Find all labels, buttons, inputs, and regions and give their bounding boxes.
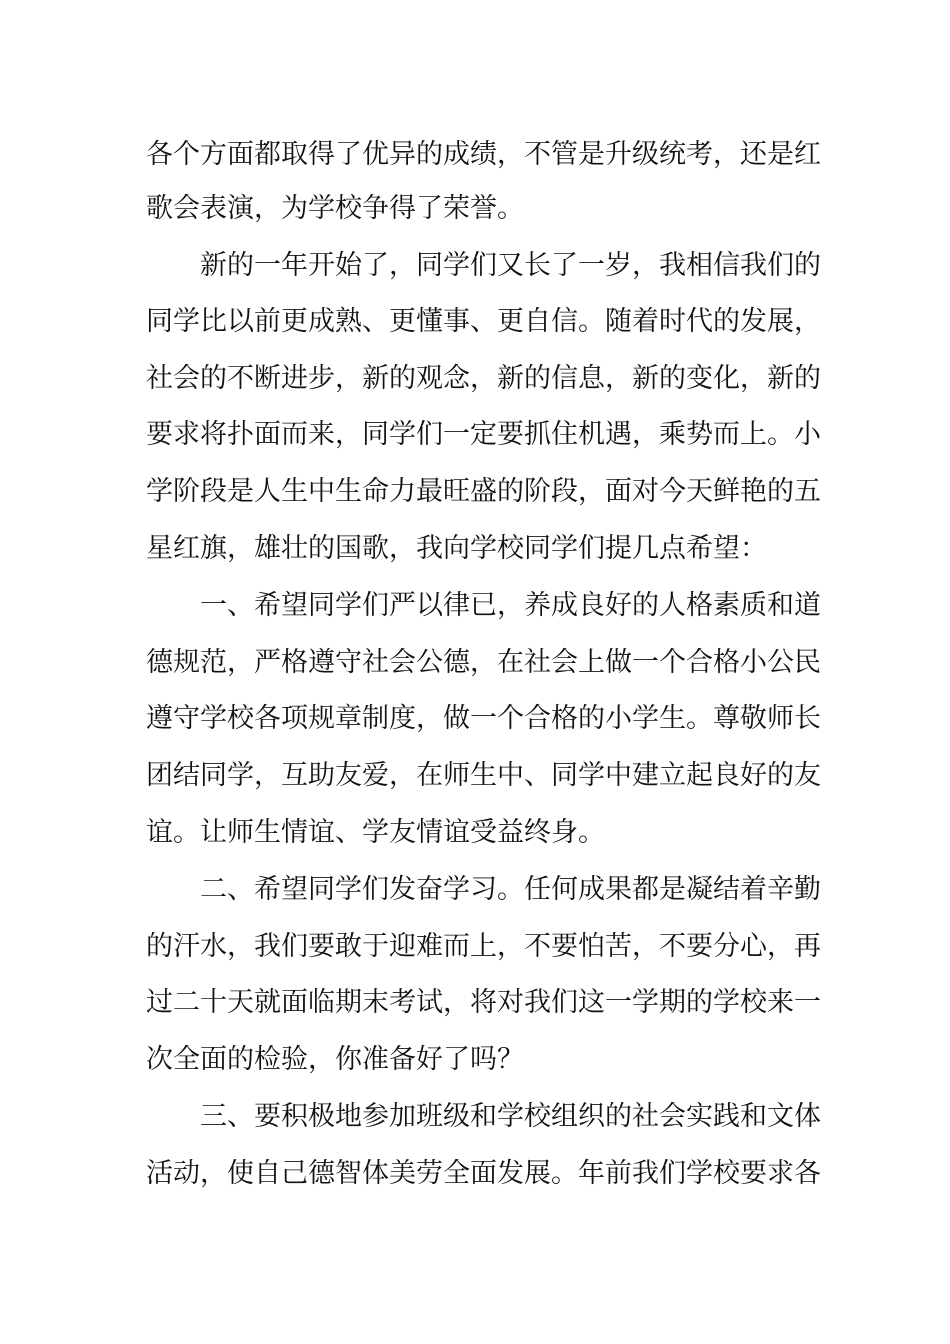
text-line: 过二十天就面临期末考试，将对我们这一学期的学校来一: [146, 987, 821, 1018]
text-line: 的汗水，我们要敢于迎难而上，不要怕苦，不要分心，再: [146, 931, 821, 962]
text-line: 星红旗，雄壮的国歌，我向学校同学们提几点希望：: [146, 533, 767, 564]
text-line: 团结同学，互助友爱，在师生中、同学中建立起良好的友: [146, 760, 821, 791]
text-line: 学阶段是人生中生命力最旺盛的阶段，面对今天鲜艳的五: [146, 476, 821, 507]
text-line: 要求将扑面而来，同学们一定要抓住机遇，乘势而上。小: [146, 419, 821, 450]
text-line: 同学比以前更成熟、更懂事、更自信。随着时代的发展，: [146, 306, 821, 337]
text-line: 三、要积极地参加班级和学校组织的社会实践和文体: [200, 1101, 821, 1132]
text-line: 次全面的检验，你准备好了吗？: [146, 1044, 524, 1075]
text-line: 活动，使自己德智体美劳全面发展。年前我们学校要求各: [146, 1158, 821, 1189]
text-line: 德规范，严格遵守社会公德，在社会上做一个合格小公民: [146, 647, 821, 678]
text-line: 谊。让师生情谊、学友情谊受益终身。: [146, 817, 605, 848]
text-line: 各个方面都取得了优异的成绩，不管是升级统考，还是红: [146, 139, 821, 170]
text-line: 二、希望同学们发奋学习。任何成果都是凝结着辛勤: [200, 874, 821, 905]
text-line: 新的一年开始了，同学们又长了一岁，我相信我们的: [200, 250, 821, 281]
text-line: 一、希望同学们严以律已，养成良好的人格素质和道: [200, 590, 821, 621]
text-line: 社会的不断进步，新的观念，新的信息，新的变化，新的: [146, 363, 821, 394]
text-line: 遵守学校各项规章制度，做一个合格的小学生。尊敬师长: [146, 703, 821, 734]
text-line: 歌会表演，为学校争得了荣誉。: [146, 193, 524, 224]
